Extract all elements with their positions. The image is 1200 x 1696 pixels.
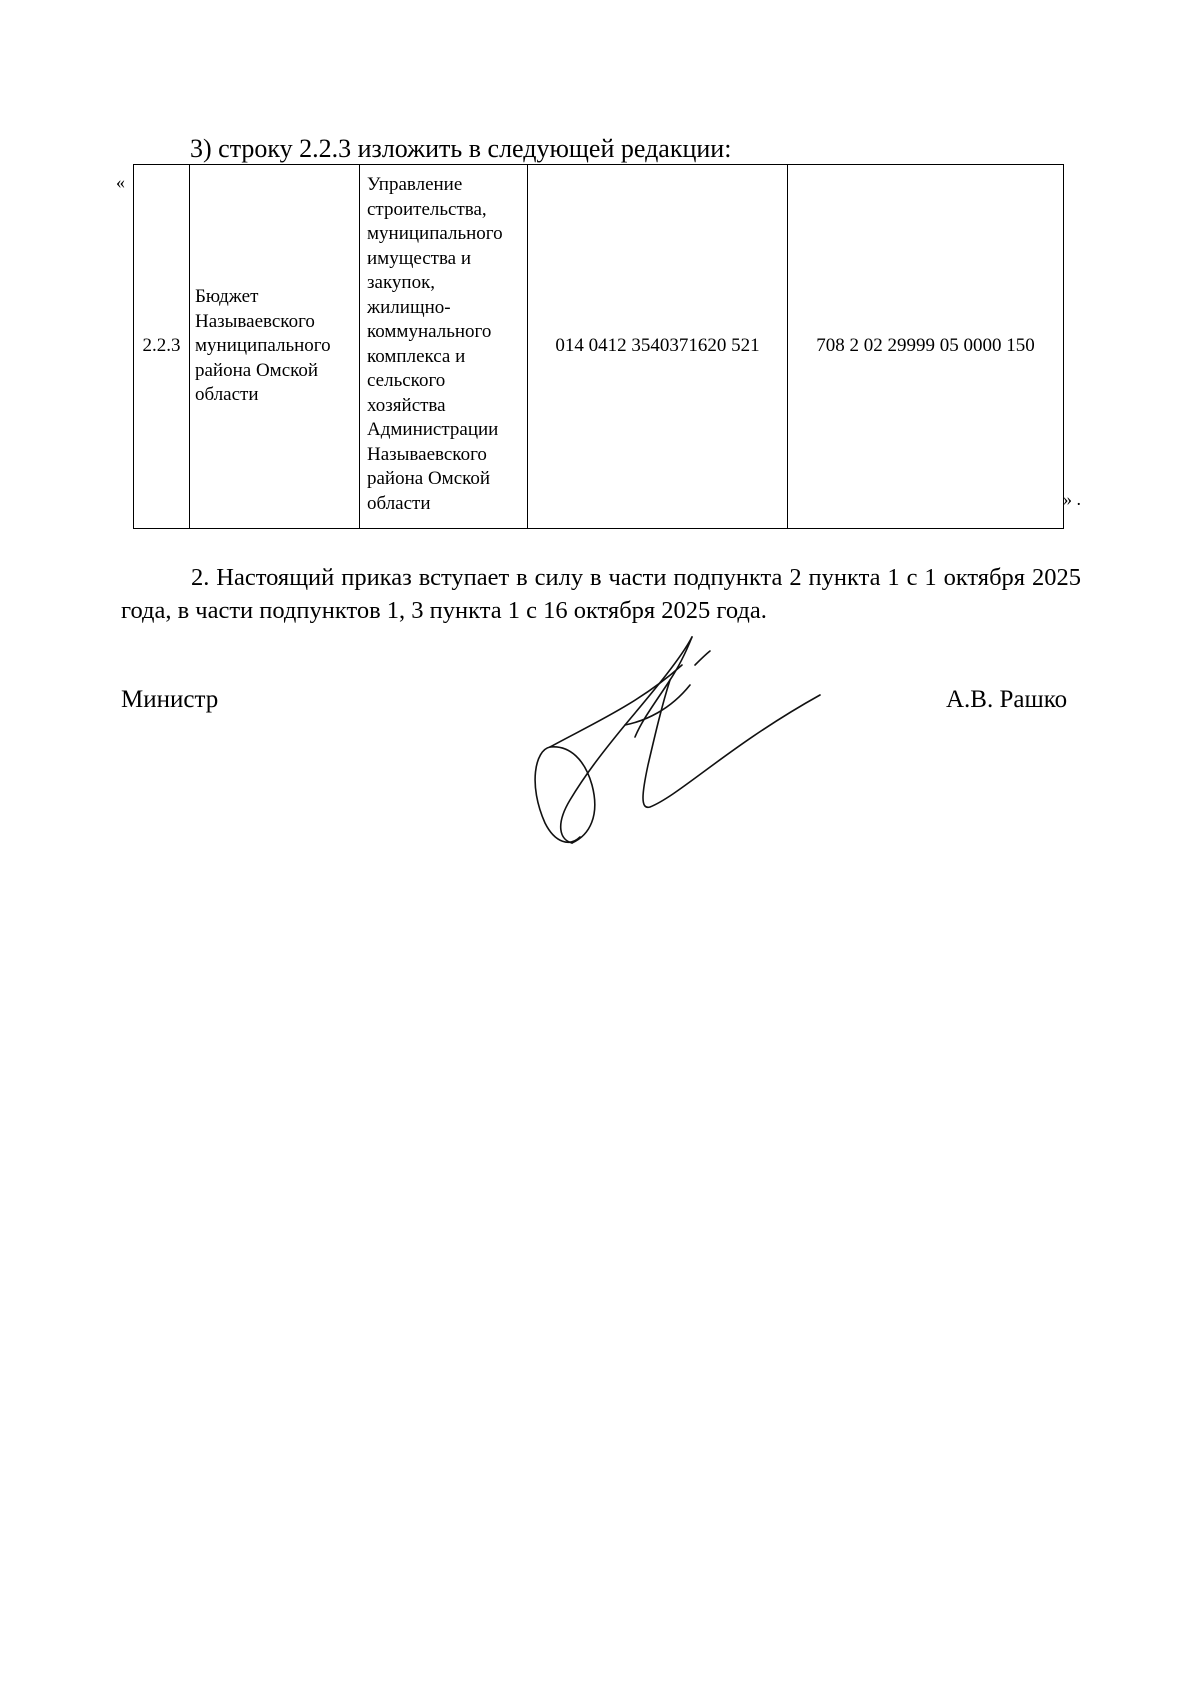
budget-table — [133, 164, 1064, 529]
administrator-line: имущества и — [367, 247, 472, 269]
amendment-heading: 3) строку 2.2.3 изложить в следующей редакции: — [190, 134, 732, 163]
expense-code-cell: 014 0412 3540371620 521 — [528, 165, 788, 529]
signatory-name: А.В. Рашко — [946, 686, 1068, 713]
administrator-line: коммунального — [367, 321, 492, 342]
budget-name-line: области — [195, 384, 259, 406]
closing-quote: » . — [1063, 489, 1081, 509]
administrator-line: хозяйства — [367, 394, 446, 416]
handwritten-signature — [530, 625, 830, 850]
budget-name-line: Называевского — [195, 310, 315, 332]
administrator-line: комплекса и — [367, 345, 466, 367]
signatory-title: Министр — [121, 686, 219, 713]
administrator-cell — [360, 165, 528, 529]
budget-name-line: Бюджет — [195, 286, 259, 308]
row-number-cell: 2.2.3 — [134, 165, 190, 529]
administrator-line: строительства, — [367, 198, 487, 220]
administrator-line: области — [367, 492, 431, 514]
administrator-line: муниципального — [367, 223, 503, 244]
administrator-line: Администрации — [367, 419, 499, 440]
revenue-code-cell: 708 2 02 29999 05 0000 150 — [788, 165, 1064, 529]
budget-name-line: муниципального — [195, 335, 331, 357]
administrator-line: закупок, — [367, 272, 436, 293]
budget-name-line: района Омской — [195, 359, 319, 381]
administrator-line: сельского — [367, 370, 446, 391]
effective-date-paragraph: 2. Настоящий приказ вступает в силу в части подпункта 2 пункта 1 с 1 октября 2025 года, в части подпунктов 1, 3 пункта 1 с 16 октября 2025 года. — [121, 564, 1081, 624]
administrator-line: района Омской — [367, 468, 491, 489]
administrator-line: Называевского — [367, 443, 487, 465]
table-row — [134, 165, 1064, 529]
administrator-line: Управление — [367, 174, 463, 195]
opening-quote: « — [116, 172, 125, 192]
budget-name-cell — [190, 165, 360, 529]
administrator-line: жилищно- — [367, 296, 451, 318]
